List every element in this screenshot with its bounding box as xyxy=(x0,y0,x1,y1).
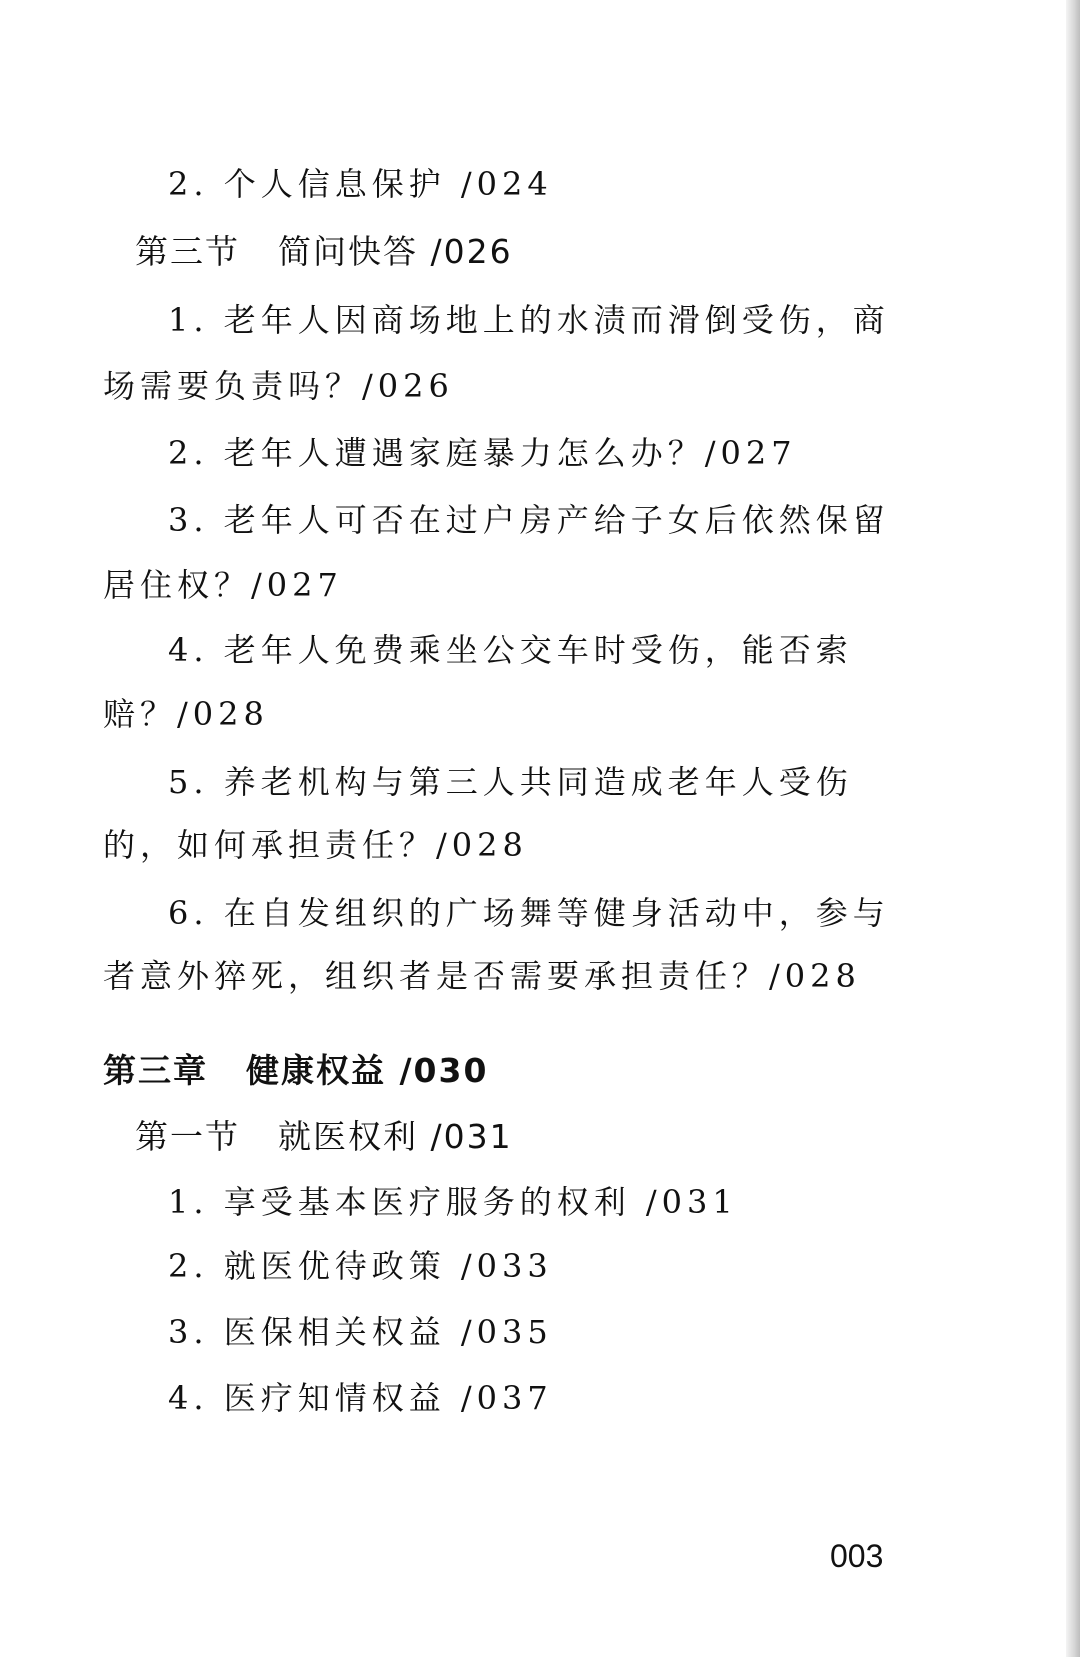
section-label: 第三节 xyxy=(135,232,240,271)
page-edge-shadow xyxy=(1066,0,1080,1657)
toc-question-5-line-2: 的，如何承担责任？/028 xyxy=(103,826,528,864)
toc-section-heading-1 xyxy=(135,1117,513,1157)
toc-question-4-line-2: 赔？/028 xyxy=(103,695,269,733)
toc-item-personal-info: 2. 个人信息保护 /024 xyxy=(168,165,553,203)
section-label: 第一节 xyxy=(135,1117,240,1156)
toc-question-3-line-1: 3. 老年人可否在过户房产给子女后依然保留 xyxy=(168,501,890,539)
toc-question-1-line-2: 场需要负责吗？/026 xyxy=(103,367,454,405)
toc-question-4-line-1: 4. 老年人免费乘坐公交车时受伤，能否索 xyxy=(168,631,853,669)
chapter-title: 健康权益 /030 xyxy=(246,1051,489,1090)
page-number: 003 xyxy=(830,1538,884,1574)
toc-question-2: 2. 老年人遭遇家庭暴力怎么办？/027 xyxy=(168,434,797,472)
toc-section-heading-3 xyxy=(135,232,513,272)
toc-question-6-line-1: 6. 在自发组织的广场舞等健身活动中，参与 xyxy=(168,894,890,932)
toc-health-item-1: 1. 享受基本医疗服务的权利 /031 xyxy=(168,1183,738,1221)
toc-chapter-heading-3 xyxy=(103,1051,488,1091)
toc-question-5-line-1: 5. 养老机构与第三人共同造成老年人受伤 xyxy=(168,763,853,801)
toc-health-item-4: 4. 医疗知情权益 /037 xyxy=(168,1379,553,1417)
toc-health-item-3: 3. 医保相关权益 /035 xyxy=(168,1313,553,1351)
toc-health-item-2: 2. 就医优待政策 /033 xyxy=(168,1247,553,1285)
section-title: 简问快答 /026 xyxy=(278,232,513,271)
section-title: 就医权利 /031 xyxy=(278,1117,513,1156)
toc-question-3-line-2: 居住权？/027 xyxy=(103,566,343,604)
toc-question-6-line-2: 者意外猝死，组织者是否需要承担责任？/028 xyxy=(103,957,861,995)
toc-question-1-line-1: 1. 老年人因商场地上的水渍而滑倒受伤，商 xyxy=(168,301,890,339)
chapter-label: 第三章 xyxy=(103,1051,208,1090)
